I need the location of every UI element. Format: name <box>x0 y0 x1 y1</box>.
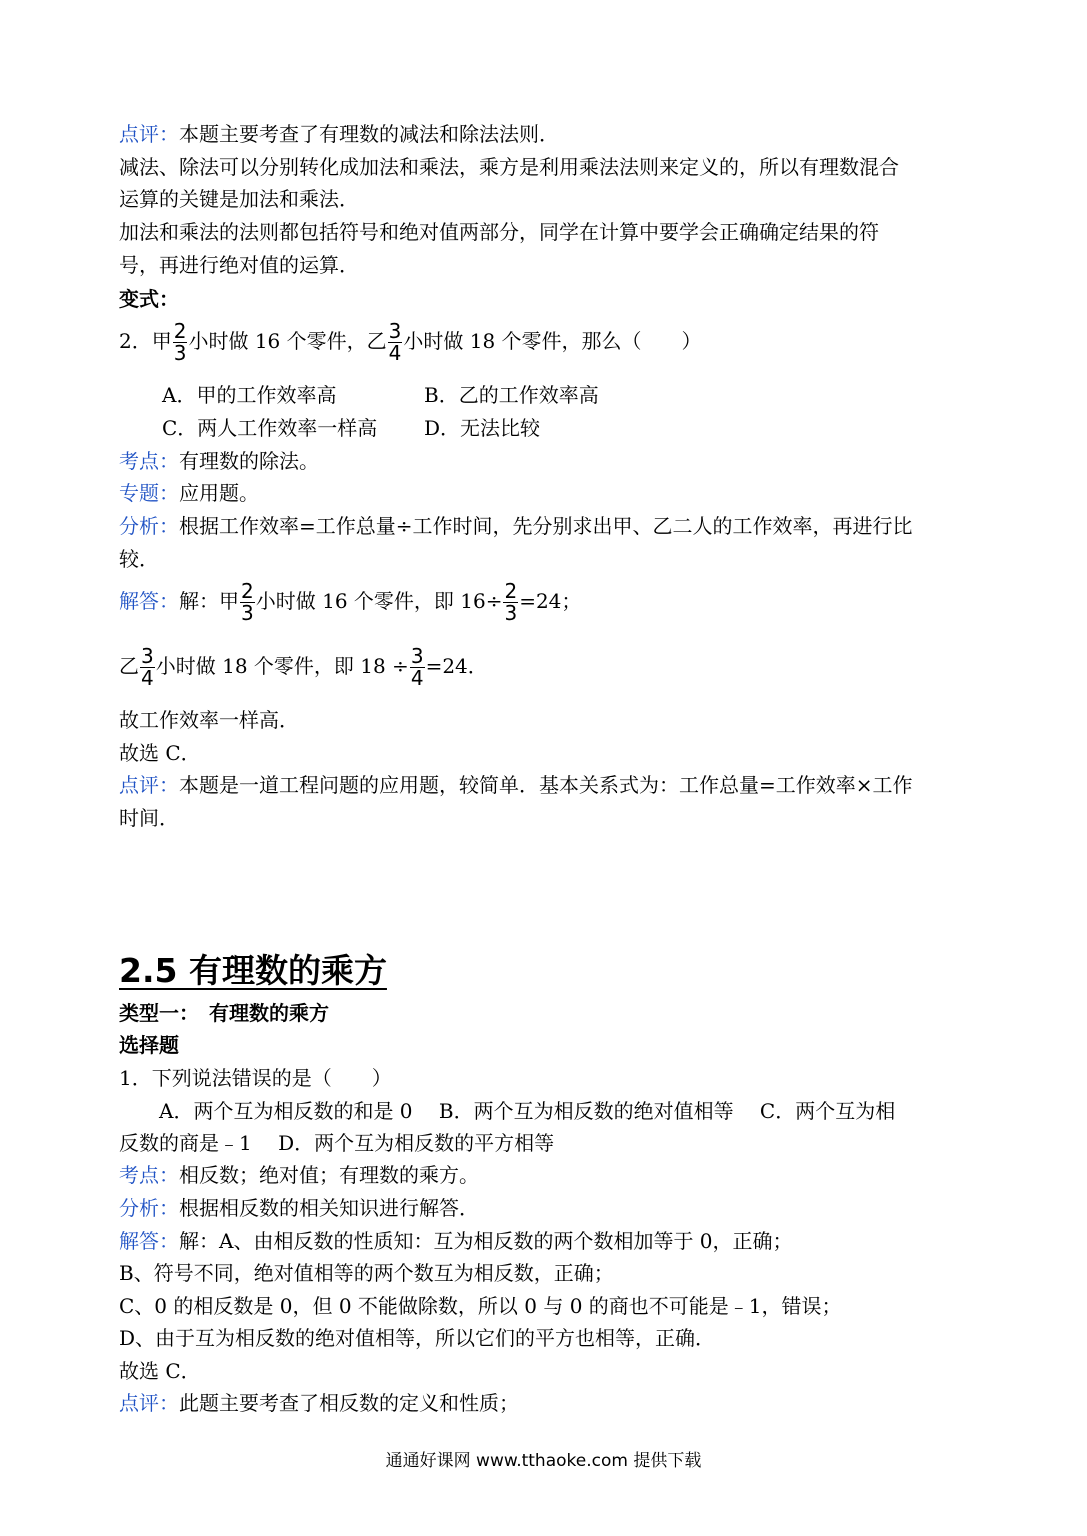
dianping-text: 此题主要考查了相反数的定义和性质； <box>179 1391 519 1415</box>
fraction <box>503 581 518 624</box>
fenxi-line <box>119 1196 479 1220</box>
kaodian-line <box>119 1163 479 1187</box>
page-footer: 通通好课网 www.tthaoke.com 提供下载 <box>385 1451 702 1471</box>
section-title: 2.5 有理数的乘方 <box>119 951 387 990</box>
option-b: B．乙的工作效率高 <box>424 383 599 407</box>
dianping-line-2: 时间． <box>119 806 179 830</box>
question-2-stem <box>119 318 702 364</box>
options-line-2: 反数的商是﹣1 D．两个互为相反数的平方相等 <box>119 1131 555 1155</box>
jieda-line <box>119 578 581 624</box>
fenxi-text: 根据相反数的相关知识进行解答． <box>179 1196 479 1220</box>
stem-text: 小时做 18 个零件，那么（ ） <box>403 329 702 353</box>
jieda-text: =24． <box>425 654 488 678</box>
fraction-numerator: 3 <box>141 644 154 668</box>
question-number: 2． <box>119 329 152 353</box>
jieda-text: 解：A、由相反数的性质知：互为相反数的两个数相加等于 0，正确； <box>179 1229 793 1253</box>
dianping-line <box>119 773 913 797</box>
comment-tag: 点评： <box>119 122 179 146</box>
fraction-denominator: 4 <box>410 666 424 690</box>
kaodian-tag: 考点： <box>119 1163 179 1187</box>
fraction-denominator: 4 <box>141 666 154 690</box>
fraction <box>410 646 425 689</box>
option-d: D．无法比较 <box>424 416 541 440</box>
fraction-numerator: 3 <box>410 644 424 668</box>
zhuanti-text: 应用题。 <box>179 481 259 505</box>
jieda-text: 解：甲 <box>179 589 239 613</box>
text-line: 减法、除法可以分别转化成加法和乘法，乘方是利用乘法法则来定义的，所以有理数混合 <box>119 155 899 179</box>
jieda-text: 小时做 18 个零件，即 18 ÷ <box>155 654 409 678</box>
jieda-line-5: 故选 C． <box>119 1359 201 1383</box>
jieda-text: 小时做 16 个零件，即 16÷ <box>255 589 503 613</box>
fraction <box>388 321 403 364</box>
dianping-tag: 点评： <box>119 1391 179 1415</box>
kaodian-text: 相反数；绝对值；有理数的乘方。 <box>179 1163 479 1187</box>
fraction-numerator: 2 <box>173 319 187 343</box>
fraction-denominator: 3 <box>241 601 254 625</box>
jieda-line-2 <box>119 643 488 689</box>
dianping-text: 本题是一道工程问题的应用题，较简单．基本关系式为：工作总量=工作效率×工作 <box>179 773 913 797</box>
options-line: A．两个互为相反数的和是 0 B．两个互为相反数的绝对值相等 C．两个互为相 <box>119 1099 896 1123</box>
fraction <box>140 646 155 689</box>
jieda-text: =24； <box>519 589 582 613</box>
fraction-numerator: 3 <box>388 319 402 343</box>
jieda-text: 乙 <box>119 654 139 678</box>
option-c: C．两人工作效率一样高 <box>162 416 378 440</box>
comment-line <box>119 122 559 146</box>
question-1-stem: 1．下列说法错误的是（ ） <box>119 1066 392 1090</box>
fenxi-tag: 分析： <box>119 1196 179 1220</box>
fenxi-line-2: 较． <box>119 547 159 571</box>
text-line: 运算的关键是加法和乘法． <box>119 187 359 211</box>
fraction-denominator: 3 <box>504 601 518 625</box>
dianping-line <box>119 1391 519 1415</box>
fraction-denominator: 3 <box>173 341 187 365</box>
fraction-denominator: 4 <box>388 341 402 365</box>
jieda-tag: 解答： <box>119 589 179 613</box>
fraction <box>173 321 188 364</box>
jieda-line-2: B、符号不同，绝对值相等的两个数互为相反数，正确； <box>119 1261 614 1285</box>
kaodian-tag: 考点： <box>119 449 179 473</box>
zhuanti-line <box>119 481 259 505</box>
variant-label: 变式： <box>119 287 179 311</box>
jieda-line-3: 故工作效率一样高． <box>119 708 299 732</box>
fenxi-tag: 分析： <box>119 514 179 538</box>
jieda-line-4: D、由于互为相反数的绝对值相等，所以它们的平方也相等，正确． <box>119 1326 716 1350</box>
select-label: 选择题 <box>119 1033 179 1057</box>
jieda-line-4: 故选 C． <box>119 741 201 765</box>
text-line: 加法和乘法的法则都包括符号和绝对值两部分，同学在计算中要学会正确确定结果的符 <box>119 220 879 244</box>
fraction <box>240 581 255 624</box>
dianping-tag: 点评： <box>119 773 179 797</box>
stem-text: 甲 <box>151 329 172 353</box>
option-a: A．甲的工作效率高 <box>162 383 337 407</box>
jieda-line-3: C、0 的相反数是 0，但 0 不能做除数，所以 0 与 0 的商也不可能是﹣1，错误； <box>119 1294 842 1318</box>
zhuanti-tag: 专题： <box>119 481 179 505</box>
jieda-line <box>119 1229 793 1253</box>
stem-text: 小时做 16 个零件，乙 <box>188 329 387 353</box>
comment-text: 本题主要考查了有理数的减法和除法法则． <box>179 122 559 146</box>
jieda-tag: 解答： <box>119 1229 179 1253</box>
fraction-numerator: 2 <box>241 579 254 603</box>
type-label: 类型一： 有理数的乘方 <box>119 1001 329 1025</box>
fenxi-line <box>119 514 913 538</box>
text-line: 号，再进行绝对值的运算． <box>119 253 359 277</box>
fraction-numerator: 2 <box>504 579 518 603</box>
kaodian-line <box>119 449 319 473</box>
kaodian-text: 有理数的除法。 <box>179 449 319 473</box>
fenxi-text: 根据工作效率=工作总量÷工作时间，先分别求出甲、乙二人的工作效率，再进行比 <box>179 514 913 538</box>
